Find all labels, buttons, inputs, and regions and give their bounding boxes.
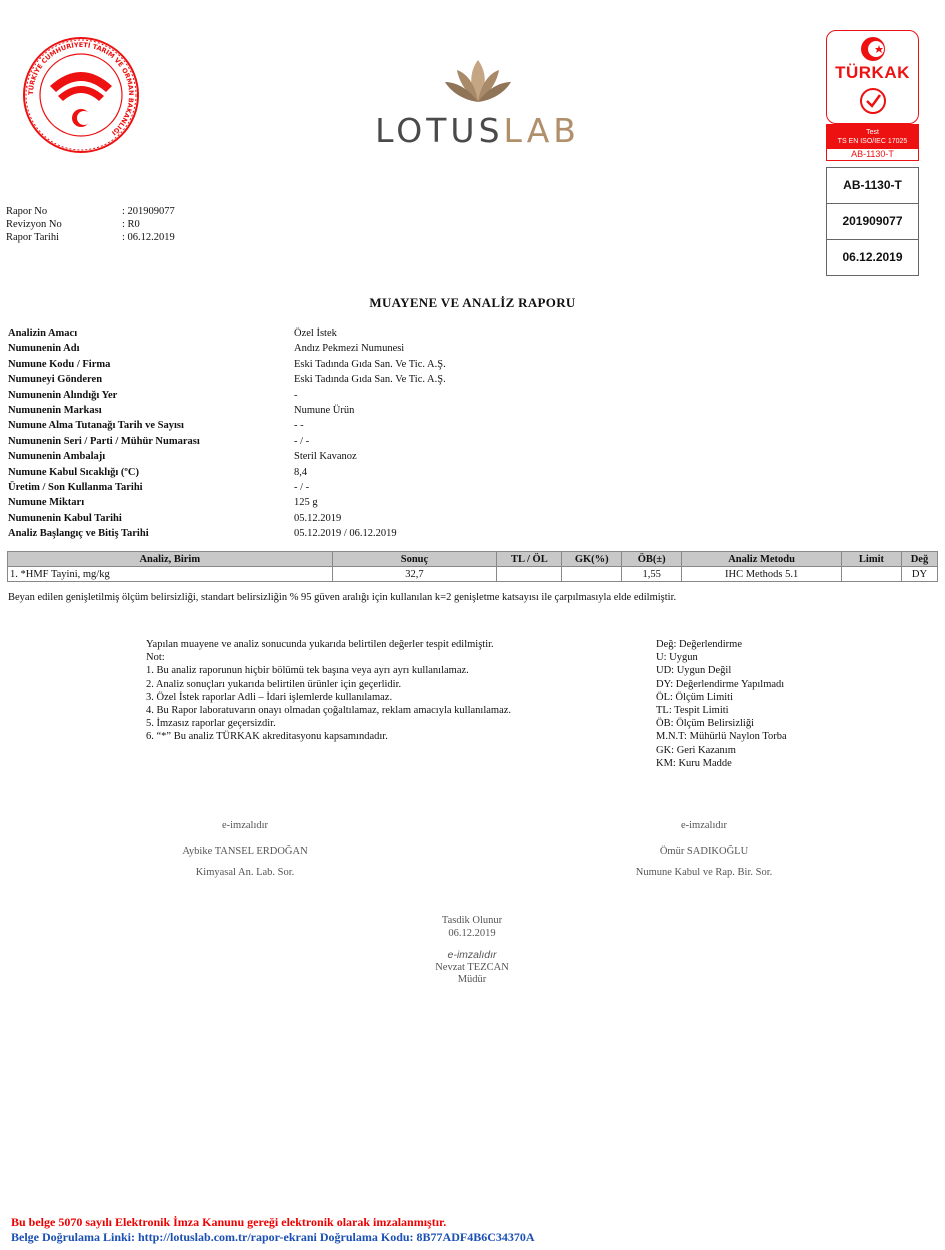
note-line: 3. Özel İstek raporlar Adli – İdari işlemlerde kullanılamaz. xyxy=(146,691,393,703)
uncertainty-statement: Beyan edilen genişletilmiş ölçüm belirsizliği, standart belirsizliğin % 95 güven aralığı için kullanılan k=2 genişletme katsayısı ile çarpılmasıyla elde edilmiştir. xyxy=(8,592,677,603)
note-line: 2. Analiz sonuçları yukarıda belirtilen ürünler için geçerlidir. xyxy=(146,678,402,690)
sample-info xyxy=(8,326,446,541)
cell-limit xyxy=(842,567,902,582)
meta-row: Revizyon No : R0 xyxy=(6,219,140,230)
note-line: 4. Bu Rapor laboratuvarın onayı olmadan çoğaltılamaz, reklam amacıyla kullanılamaz. xyxy=(146,705,512,717)
turkak-badge xyxy=(826,30,919,124)
info-row: Numune Kodu / Firma Eski Tadında Gıda San. Ve Tic. A.Ş. xyxy=(8,358,446,370)
info-row: Numuneyi Gönderen Eski Tadında Gıda San. Ve Tic. A.Ş. xyxy=(8,374,446,386)
cell-tl-ol xyxy=(497,567,562,582)
cell-method: IHC Methods 5.1 xyxy=(682,567,842,582)
note-line: 1. Bu analiz raporunun hiçbir bölümü tek başına veya ayrı ayrı kullanılamaz. xyxy=(146,665,469,677)
legend-item: ÖB: Ölçüm Belirsizliği xyxy=(656,718,754,730)
col-tl-ol: TL / ÖL xyxy=(497,552,562,567)
notes xyxy=(146,638,511,744)
approval-label: Tasdik Olunur xyxy=(441,915,503,926)
turkak-accreditation xyxy=(826,30,919,280)
approval-status: e-imzalıdır xyxy=(447,949,497,961)
col-deg: Değ xyxy=(901,552,937,567)
results-table xyxy=(7,551,938,582)
col-limit: Limit xyxy=(842,552,902,567)
signature-right xyxy=(554,820,854,878)
legend-item: U: Uygun xyxy=(656,652,698,664)
table-row xyxy=(8,567,938,582)
e-signature-notice: Bu belge 5070 sayılı Elektronik İmza Kanunu gereği elektronik olarak imzalanmıştır. xyxy=(11,1215,447,1229)
turkak-code: AB-1130-T xyxy=(826,148,919,161)
lotuslab-logo xyxy=(340,58,615,148)
signature-status: e-imzalıdır xyxy=(221,820,269,831)
col-gk: GK(%) xyxy=(562,552,622,567)
seal-text: TÜRKİYE CUMHURİYETİ TARIM VE ORMAN BAKANLIĞI xyxy=(26,40,136,137)
meta-row: Rapor Tarihi : 06.12.2019 xyxy=(6,232,175,243)
info-row: Numunenin Alındığı Yer - xyxy=(8,389,298,401)
cell-deg: DY xyxy=(901,567,937,582)
col-method: Analiz Metodu xyxy=(682,552,842,567)
approval-name: Nevzat TEZCAN xyxy=(435,961,509,973)
col-analysis: Analiz, Birim xyxy=(8,552,333,567)
info-row: Numune Alma Tutanağı Tarih ve Sayısı - - xyxy=(8,420,304,432)
info-row: Numunenin Seri / Parti / Mühür Numarası - / - xyxy=(8,435,310,447)
report-title: MUAYENE VE ANALİZ RAPORU xyxy=(369,295,576,310)
turkak-box-date: 06.12.2019 xyxy=(826,240,919,276)
legend-item: KM: Kuru Madde xyxy=(656,757,732,769)
ministry-seal xyxy=(22,36,140,154)
legend-item: UD: Uygun Değil xyxy=(656,665,732,677)
signature-name: Ömür SADIKOĞLU xyxy=(659,846,749,857)
cell-ob: 1,55 xyxy=(622,567,682,582)
col-ob: ÖB(±) xyxy=(622,552,682,567)
report-meta xyxy=(6,205,175,244)
info-row: Numune Miktarı 125 g xyxy=(8,497,318,509)
legend-item: Değ: Değerlendirme xyxy=(656,639,743,650)
table-header-row xyxy=(8,552,938,567)
info-row: Numunenin Adı Andız Pekmezi Numunesi xyxy=(8,343,405,355)
signature-left xyxy=(95,820,395,878)
verification-link[interactable]: Belge Doğrulama Linki: http://lotuslab.com.tr/rapor-ekrani Doğrulama Kodu: 8B77ADF4B6C34370A xyxy=(11,1230,535,1244)
cell-analysis: 1. *HMF Tayini, mg/kg xyxy=(8,567,333,582)
approval-date: 06.12.2019 xyxy=(448,927,496,939)
cell-result: 32,7 xyxy=(332,567,497,582)
signature-role: Kimyasal An. Lab. Sor. xyxy=(195,867,295,878)
legend-item: DY: Değerlendirme Yapılmadı xyxy=(656,678,785,690)
note-line: Not: xyxy=(146,652,165,664)
lotus-icon xyxy=(443,58,513,104)
approval-block xyxy=(372,915,572,987)
legend-item: M.N.T: Mühürlü Naylon Torba xyxy=(656,731,787,743)
note-line: Yapılan muayene ve analiz sonucunda yukarıda belirtilen değerler tespit edilmiştir. xyxy=(146,639,494,650)
info-row: Üretim / Son Kullanma Tarihi - / - xyxy=(8,481,310,493)
e-signature-footer xyxy=(11,1215,535,1245)
col-result: Sonuç xyxy=(332,552,497,567)
cell-gk xyxy=(562,567,622,582)
legend-item: ÖL: Ölçüm Limiti xyxy=(656,691,733,703)
signature-role: Numune Kabul ve Rap. Bir. Sor. xyxy=(635,867,773,878)
signature-name: Aybike TANSEL ERDOĞAN xyxy=(182,846,308,857)
info-row: Numunenin Markası Numune Ürün xyxy=(8,404,355,416)
meta-row: Rapor No : 201909077 xyxy=(6,206,175,217)
info-row: Analizin Amacı Özel İstek xyxy=(8,328,337,339)
turkak-box-report-no: 201909077 xyxy=(826,204,919,240)
signature-status: e-imzalıdır xyxy=(680,820,728,831)
approval-role: Müdür xyxy=(457,974,487,985)
logo-wordmark: LOTUSLAB xyxy=(375,111,580,150)
legend-item: GK: Geri Kazanım xyxy=(656,744,736,756)
turkak-standard: Test TS EN ISO/IEC 17025 xyxy=(826,124,919,148)
info-row: Numune Kabul Sıcaklığı (ºC) 8,4 xyxy=(8,466,308,478)
info-row: Analiz Başlangıç ve Bitiş Tarihi 05.12.2019 / 06.12.2019 xyxy=(8,528,397,540)
info-row: Numunenin Kabul Tarihi 05.12.2019 xyxy=(8,512,342,524)
note-line: 5. İmzasız raporlar geçersizdir. xyxy=(146,718,276,730)
note-line: 6. “*” Bu analiz TÜRKAK akreditasyonu kapsamındadır. xyxy=(146,731,388,743)
turkak-box-accreditation: AB-1130-T xyxy=(826,167,919,204)
info-row: Numunenin Ambalajı Steril Kavanoz xyxy=(8,451,357,463)
turkak-title: TÜRKAK xyxy=(835,63,910,82)
legend-item: TL: Tespit Limiti xyxy=(656,705,729,717)
abbreviation-legend xyxy=(656,638,787,770)
